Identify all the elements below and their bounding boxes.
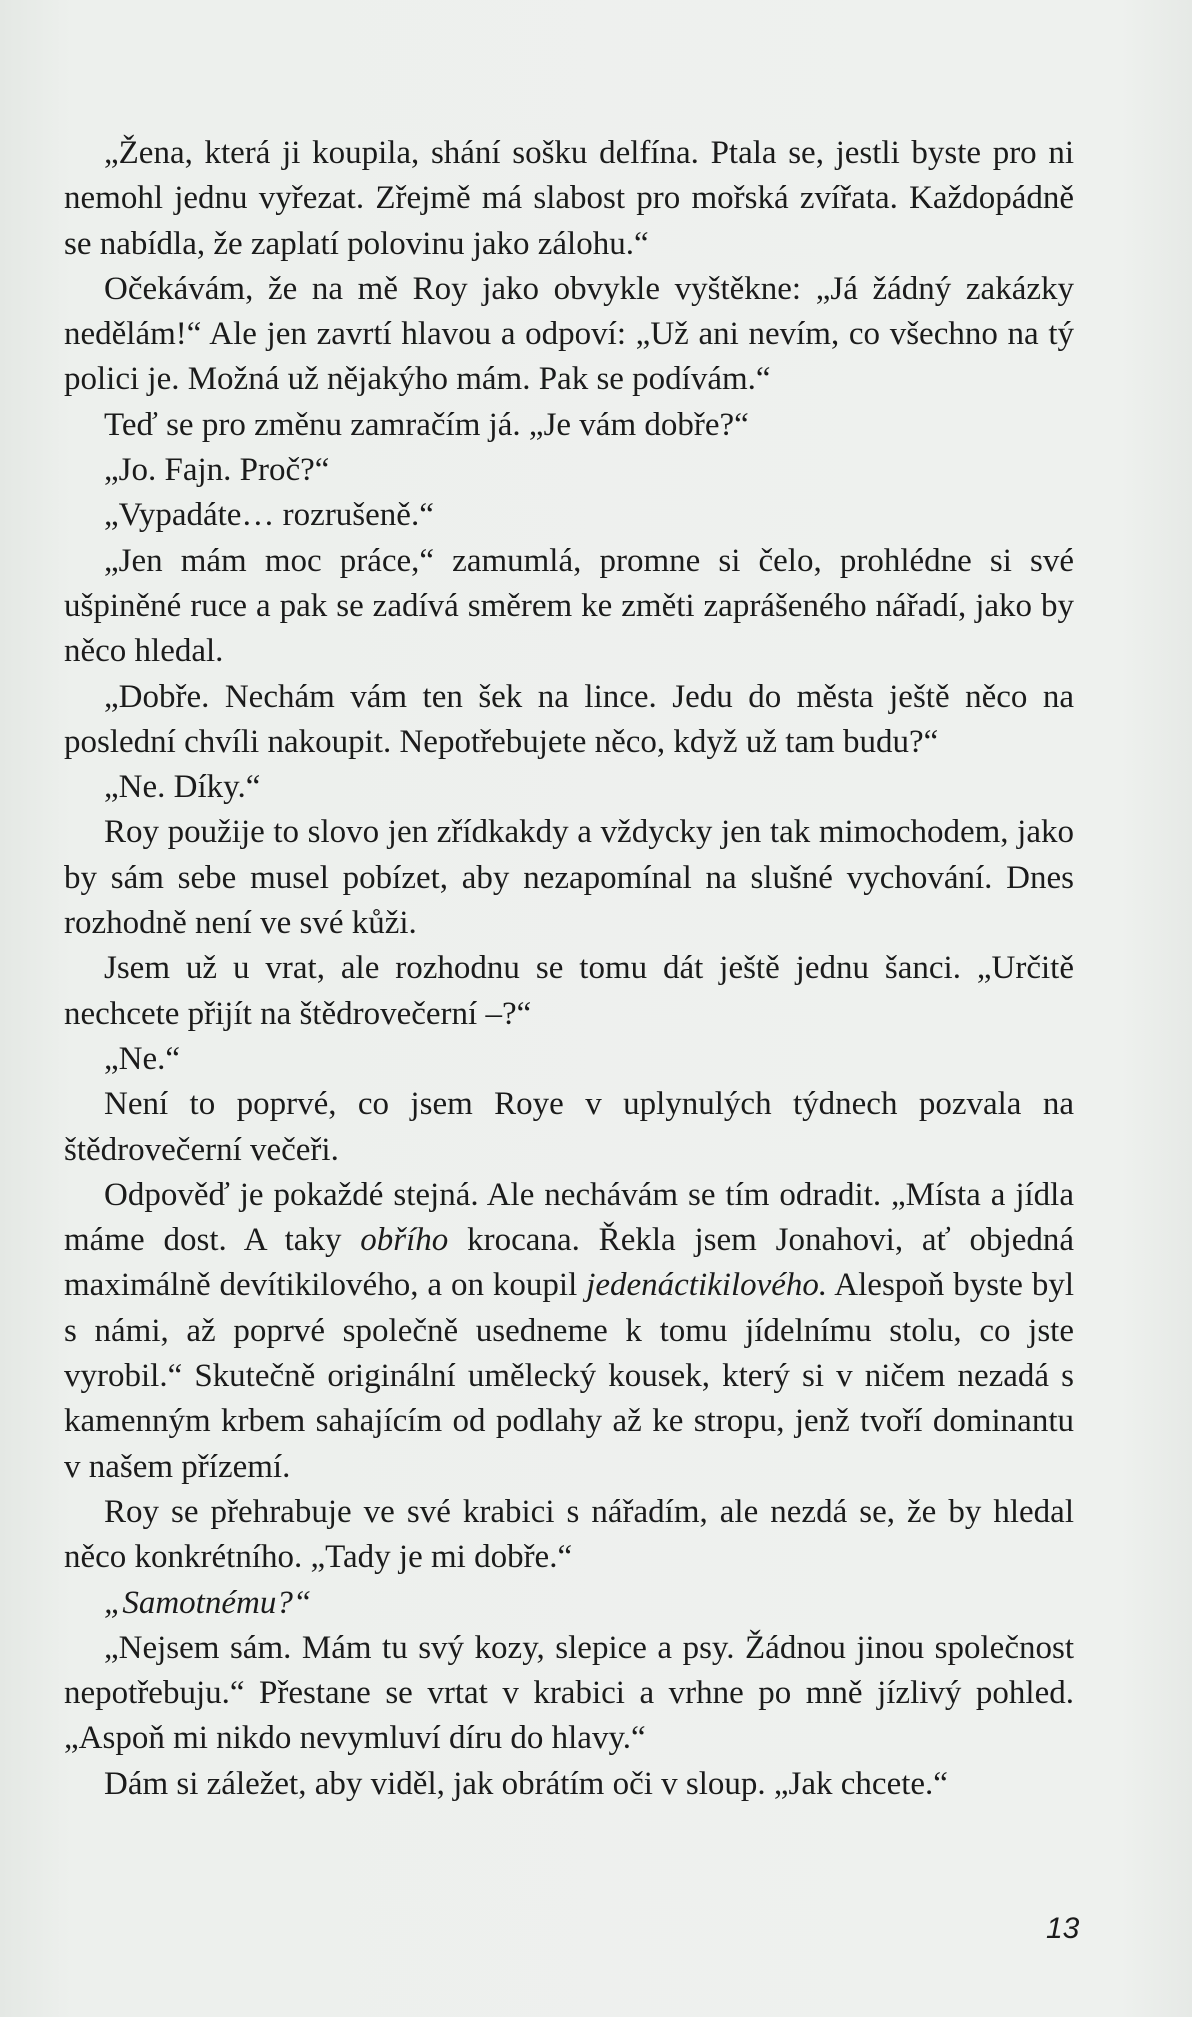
paragraph: „Nejsem sám. Mám tu svý kozy, slepice a psy. Žádnou jinou společnost nepotřebuju.“ Přestane se vrtat v krabici a vrhne po mně jízlivý pohled. „Aspoň mi nikdo nevymluví díru do hlavy.“ xyxy=(64,1629,1074,1757)
paragraph: „Žena, která ji koupila, shání sošku delfína. Ptala se, jestli byste pro ni nemohl jednu vyřezat. Zřejmě má slabost pro mořská zvířata. Každopádně se nabídla, že zaplatí polovinu jako zálohu.“ xyxy=(64,135,1074,262)
paragraph: „Dobře. Nechám vám ten šek na lince. Jedu do města ještě něco na poslední chvíli nakoupit. Nepotřebujete něco, když už tam budu?“ xyxy=(64,678,1074,760)
paragraph: „Vypadáte… rozrušeně.“ xyxy=(104,497,434,534)
paragraph xyxy=(64,1173,1074,1490)
paragraph: Teď se pro změnu zamračím já. „Je vám dobře?“ xyxy=(104,406,749,443)
page-number: 13 xyxy=(1046,1912,1080,1945)
paragraph: „Ne.“ xyxy=(104,1040,181,1077)
paragraph-segment: Alespoň byste byl s námi, až poprvé společně usedneme k tomu jídelnímu stolu, co jste vyrobil.“ Skutečně originální umělecký kousek, který si v ničem nezadá s kamenným krbem sahajícím od podlahy až ke stropu, jenž tvoří dominantu v našem přízemí. xyxy=(64,1267,1074,1485)
italic-emphasis: jedenáctikilového. xyxy=(586,1267,828,1304)
paragraph-segment: krocana. Řekla jsem Jonahovi, ať objedná maximálně devítikilového, a on koupil xyxy=(64,1222,1074,1304)
paragraph: „Jo. Fajn. Proč?“ xyxy=(104,452,330,489)
paragraph xyxy=(64,1581,1074,1626)
paragraph: „Ne. Díky.“ xyxy=(104,769,261,806)
italic-emphasis: „Samotnému?“ xyxy=(104,1584,312,1621)
paragraph: Není to poprvé, co jsem Roye v uplynulých týdnech pozvala na štědrovečerní večeři. xyxy=(64,1086,1074,1168)
paragraph: Očekávám, že na mě Roy jako obvykle vyštěkne: „Já žádný zakázky nedělám!“ Ale jen zavrtí hlavou a odpoví: „Už ani nevím, co všechno na tý polici je. Možná už nějakýho mám. Pak se podívám.“ xyxy=(64,270,1074,398)
paragraph: „Jen mám moc práce,“ zamumlá, promne si čelo, prohlédne si své ušpiněné ruce a pak se zadívá směrem ke změti zaprášeného nářadí, jako by něco hledal. xyxy=(64,542,1074,670)
paragraph-segment: Odpověď je pokaždé stejná. Ale nechávám se tím odradit. „Místa a jídla máme dost. A taky xyxy=(64,1176,1074,1259)
body-text xyxy=(64,131,1074,1807)
italic-emphasis: obřího xyxy=(360,1222,449,1259)
paragraph: Roy se přehrabuje ve své krabici s nářadím, ale nezdá se, že by hledal něco konkrétního. „Tady je mi dobře.“ xyxy=(64,1493,1074,1576)
paragraph: Dám si záležet, aby viděl, jak obrátím oči v sloup. „Jak chcete.“ xyxy=(104,1765,948,1802)
paragraph: Jsem už u vrat, ale rozhodnu se tomu dát ještě jednu šanci. „Určitě nechcete přijít na štědrovečerní –?“ xyxy=(64,950,1074,1032)
paragraph: Roy použije to slovo jen zřídkakdy a vždycky jen tak mimochodem, jako by sám sebe musel pobízet, aby nezapomínal na slušné vychování. Dnes rozhodně není ve své kůži. xyxy=(64,814,1074,942)
